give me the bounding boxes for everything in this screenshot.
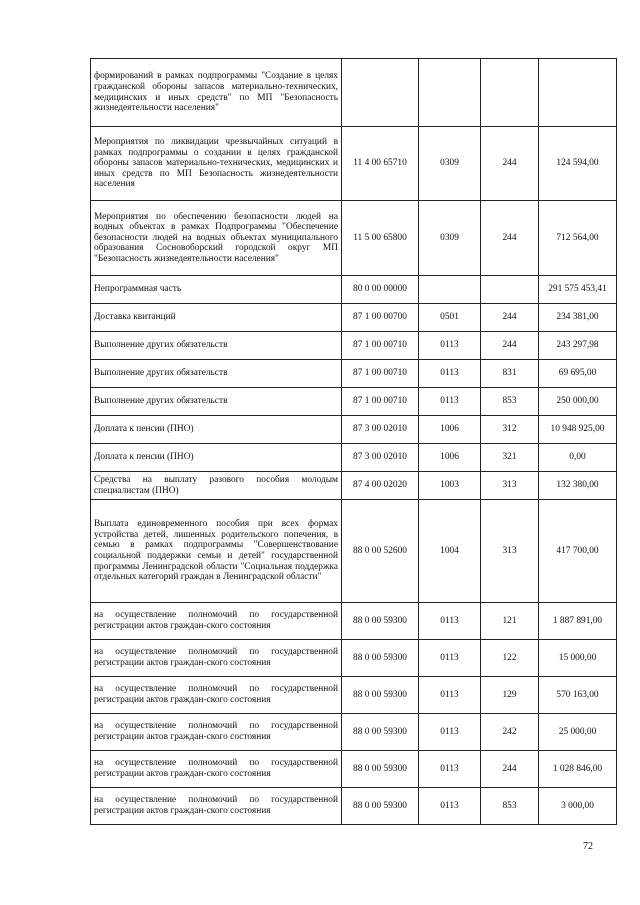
table-row [91,127,617,201]
row-amount: 243 297,98 [539,332,617,360]
row-section-code: 1006 [419,444,481,472]
budget-table [90,58,617,825]
table-row [91,751,617,788]
row-amount: 132 380,00 [539,472,617,500]
row-target-code: 11 5 00 65800 [342,201,419,276]
row-expense-type [481,59,539,127]
row-section-code: 0113 [419,788,481,825]
table-row [91,603,617,640]
row-section-code: 0113 [419,640,481,677]
row-expense-type: 313 [481,472,539,500]
row-section-code: 0113 [419,603,481,640]
table-row [91,201,617,276]
table-row [91,788,617,825]
row-target-code: 88 0 00 59300 [342,788,419,825]
row-description: Доплата к пенсии (ПНО) [91,444,342,472]
row-expense-type [481,276,539,304]
row-target-code: 87 4 00 02020 [342,472,419,500]
row-section-code [419,59,481,127]
row-description: Выполнение других обязательств [91,388,342,416]
row-amount: 69 695,00 [539,360,617,388]
row-target-code: 80 0 00 00000 [342,276,419,304]
table-row [91,276,617,304]
row-description: Непрограммная часть [91,276,342,304]
table-row [91,59,617,127]
row-section-code [419,276,481,304]
row-description: на осуществление полномочий по государственной регистрации актов граждан-ского состояния [91,677,342,714]
row-expense-type: 244 [481,332,539,360]
row-target-code: 88 0 00 59300 [342,640,419,677]
row-target-code: 88 0 00 59300 [342,751,419,788]
table-row [91,640,617,677]
row-amount: 250 000,00 [539,388,617,416]
row-amount: 1 028 846,00 [539,751,617,788]
row-target-code: 87 3 00 02010 [342,416,419,444]
row-section-code: 1004 [419,500,481,603]
row-section-code: 1003 [419,472,481,500]
row-section-code: 0113 [419,677,481,714]
row-expense-type: 312 [481,416,539,444]
row-description: на осуществление полномочий по государственной регистрации актов граждан-ского состояния [91,640,342,677]
table-row [91,332,617,360]
row-amount: 712 564,00 [539,201,617,276]
row-target-code: 88 0 00 59300 [342,714,419,751]
row-description: на осуществление полномочий по государственной регистрации актов граждан-ского состояния [91,714,342,751]
row-description: Выполнение других обязательств [91,332,342,360]
row-expense-type: 853 [481,788,539,825]
row-section-code: 0309 [419,127,481,201]
row-amount: 3 000,00 [539,788,617,825]
table-row [91,472,617,500]
row-description: Мероприятия по ликвидации чрезвычайных ситуаций в рамках подпрограммы о создании в целях гражданской обороны запасов материально-технических, медицинских и иных средств по МП Безопасность жизнедеятельности населения [91,127,342,201]
row-target-code: 11 4 00 65710 [342,127,419,201]
row-description: на осуществление полномочий по государственной регистрации актов граждан-ского состояния [91,751,342,788]
row-target-code: 87 1 00 00710 [342,388,419,416]
row-amount: 15 000,00 [539,640,617,677]
row-expense-type: 321 [481,444,539,472]
row-section-code: 0113 [419,360,481,388]
row-amount: 570 163,00 [539,677,617,714]
table-row [91,677,617,714]
row-section-code: 0113 [419,388,481,416]
table-row [91,416,617,444]
table-row [91,500,617,603]
row-expense-type: 831 [481,360,539,388]
row-description: Средства на выплату разового пособия молодым специалистам (ПНО) [91,472,342,500]
row-section-code: 0113 [419,751,481,788]
table-row [91,714,617,751]
table-row [91,304,617,332]
row-section-code: 0501 [419,304,481,332]
row-description: на осуществление полномочий по государственной регистрации актов граждан-ского состояния [91,603,342,640]
row-amount: 417 700,00 [539,500,617,603]
row-target-code: 88 0 00 59300 [342,677,419,714]
row-amount: 1 887 891,00 [539,603,617,640]
row-expense-type: 244 [481,127,539,201]
row-amount: 291 575 453,41 [539,276,617,304]
row-expense-type: 853 [481,388,539,416]
row-expense-type: 244 [481,201,539,276]
row-expense-type: 129 [481,677,539,714]
row-expense-type: 244 [481,751,539,788]
row-target-code [342,59,419,127]
row-target-code: 87 1 00 00710 [342,360,419,388]
row-expense-type: 313 [481,500,539,603]
row-expense-type: 121 [481,603,539,640]
row-section-code: 0113 [419,714,481,751]
row-expense-type: 122 [481,640,539,677]
row-expense-type: 242 [481,714,539,751]
table-row [91,360,617,388]
row-section-code: 1006 [419,416,481,444]
row-section-code: 0113 [419,332,481,360]
row-target-code: 88 0 00 52600 [342,500,419,603]
table-row [91,444,617,472]
row-target-code: 88 0 00 59300 [342,603,419,640]
row-amount: 10 948 925,00 [539,416,617,444]
row-expense-type: 244 [481,304,539,332]
row-description: Мероприятия по обеспечению безопасности людей на водных объектах в рамках Подпрограммы "Обеспечение безопасности людей на водных объектах муниципального образования Сосновоборский городской округ МП "Безопасность жизнедеятельности населения" [91,201,342,276]
row-amount: 124 594,00 [539,127,617,201]
row-description: Выполнение других обязательств [91,360,342,388]
row-description: на осуществление полномочий по государственной регистрации актов граждан-ского состояния [91,788,342,825]
row-amount: 25 000,00 [539,714,617,751]
row-amount: 234 381,00 [539,304,617,332]
row-target-code: 87 3 00 02010 [342,444,419,472]
row-target-code: 87 1 00 00710 [342,332,419,360]
row-target-code: 87 1 00 00700 [342,304,419,332]
table-row [91,388,617,416]
page-number: 72 [583,841,593,852]
row-amount [539,59,617,127]
row-description: Выплата единовременного пособия при всех формах устройства детей, лишенных родительского попечения, в семью в рамках подпрограммы "Совершенствование социальной поддержки семьи и детей" государственной программы Ленинградской области "Социальная поддержка отдельных категорий граждан в Ленинградской области" [91,500,342,603]
row-section-code: 0309 [419,201,481,276]
row-description: Доставка квитанций [91,304,342,332]
row-description: Доплата к пенсии (ПНО) [91,416,342,444]
row-description: формирований в рамках подпрограммы "Создание в целях гражданской обороны запасов материально-технических, медицинских и иных средств" по МП "Безопасность жизнедеятельности населения" [91,59,342,127]
row-amount: 0,00 [539,444,617,472]
